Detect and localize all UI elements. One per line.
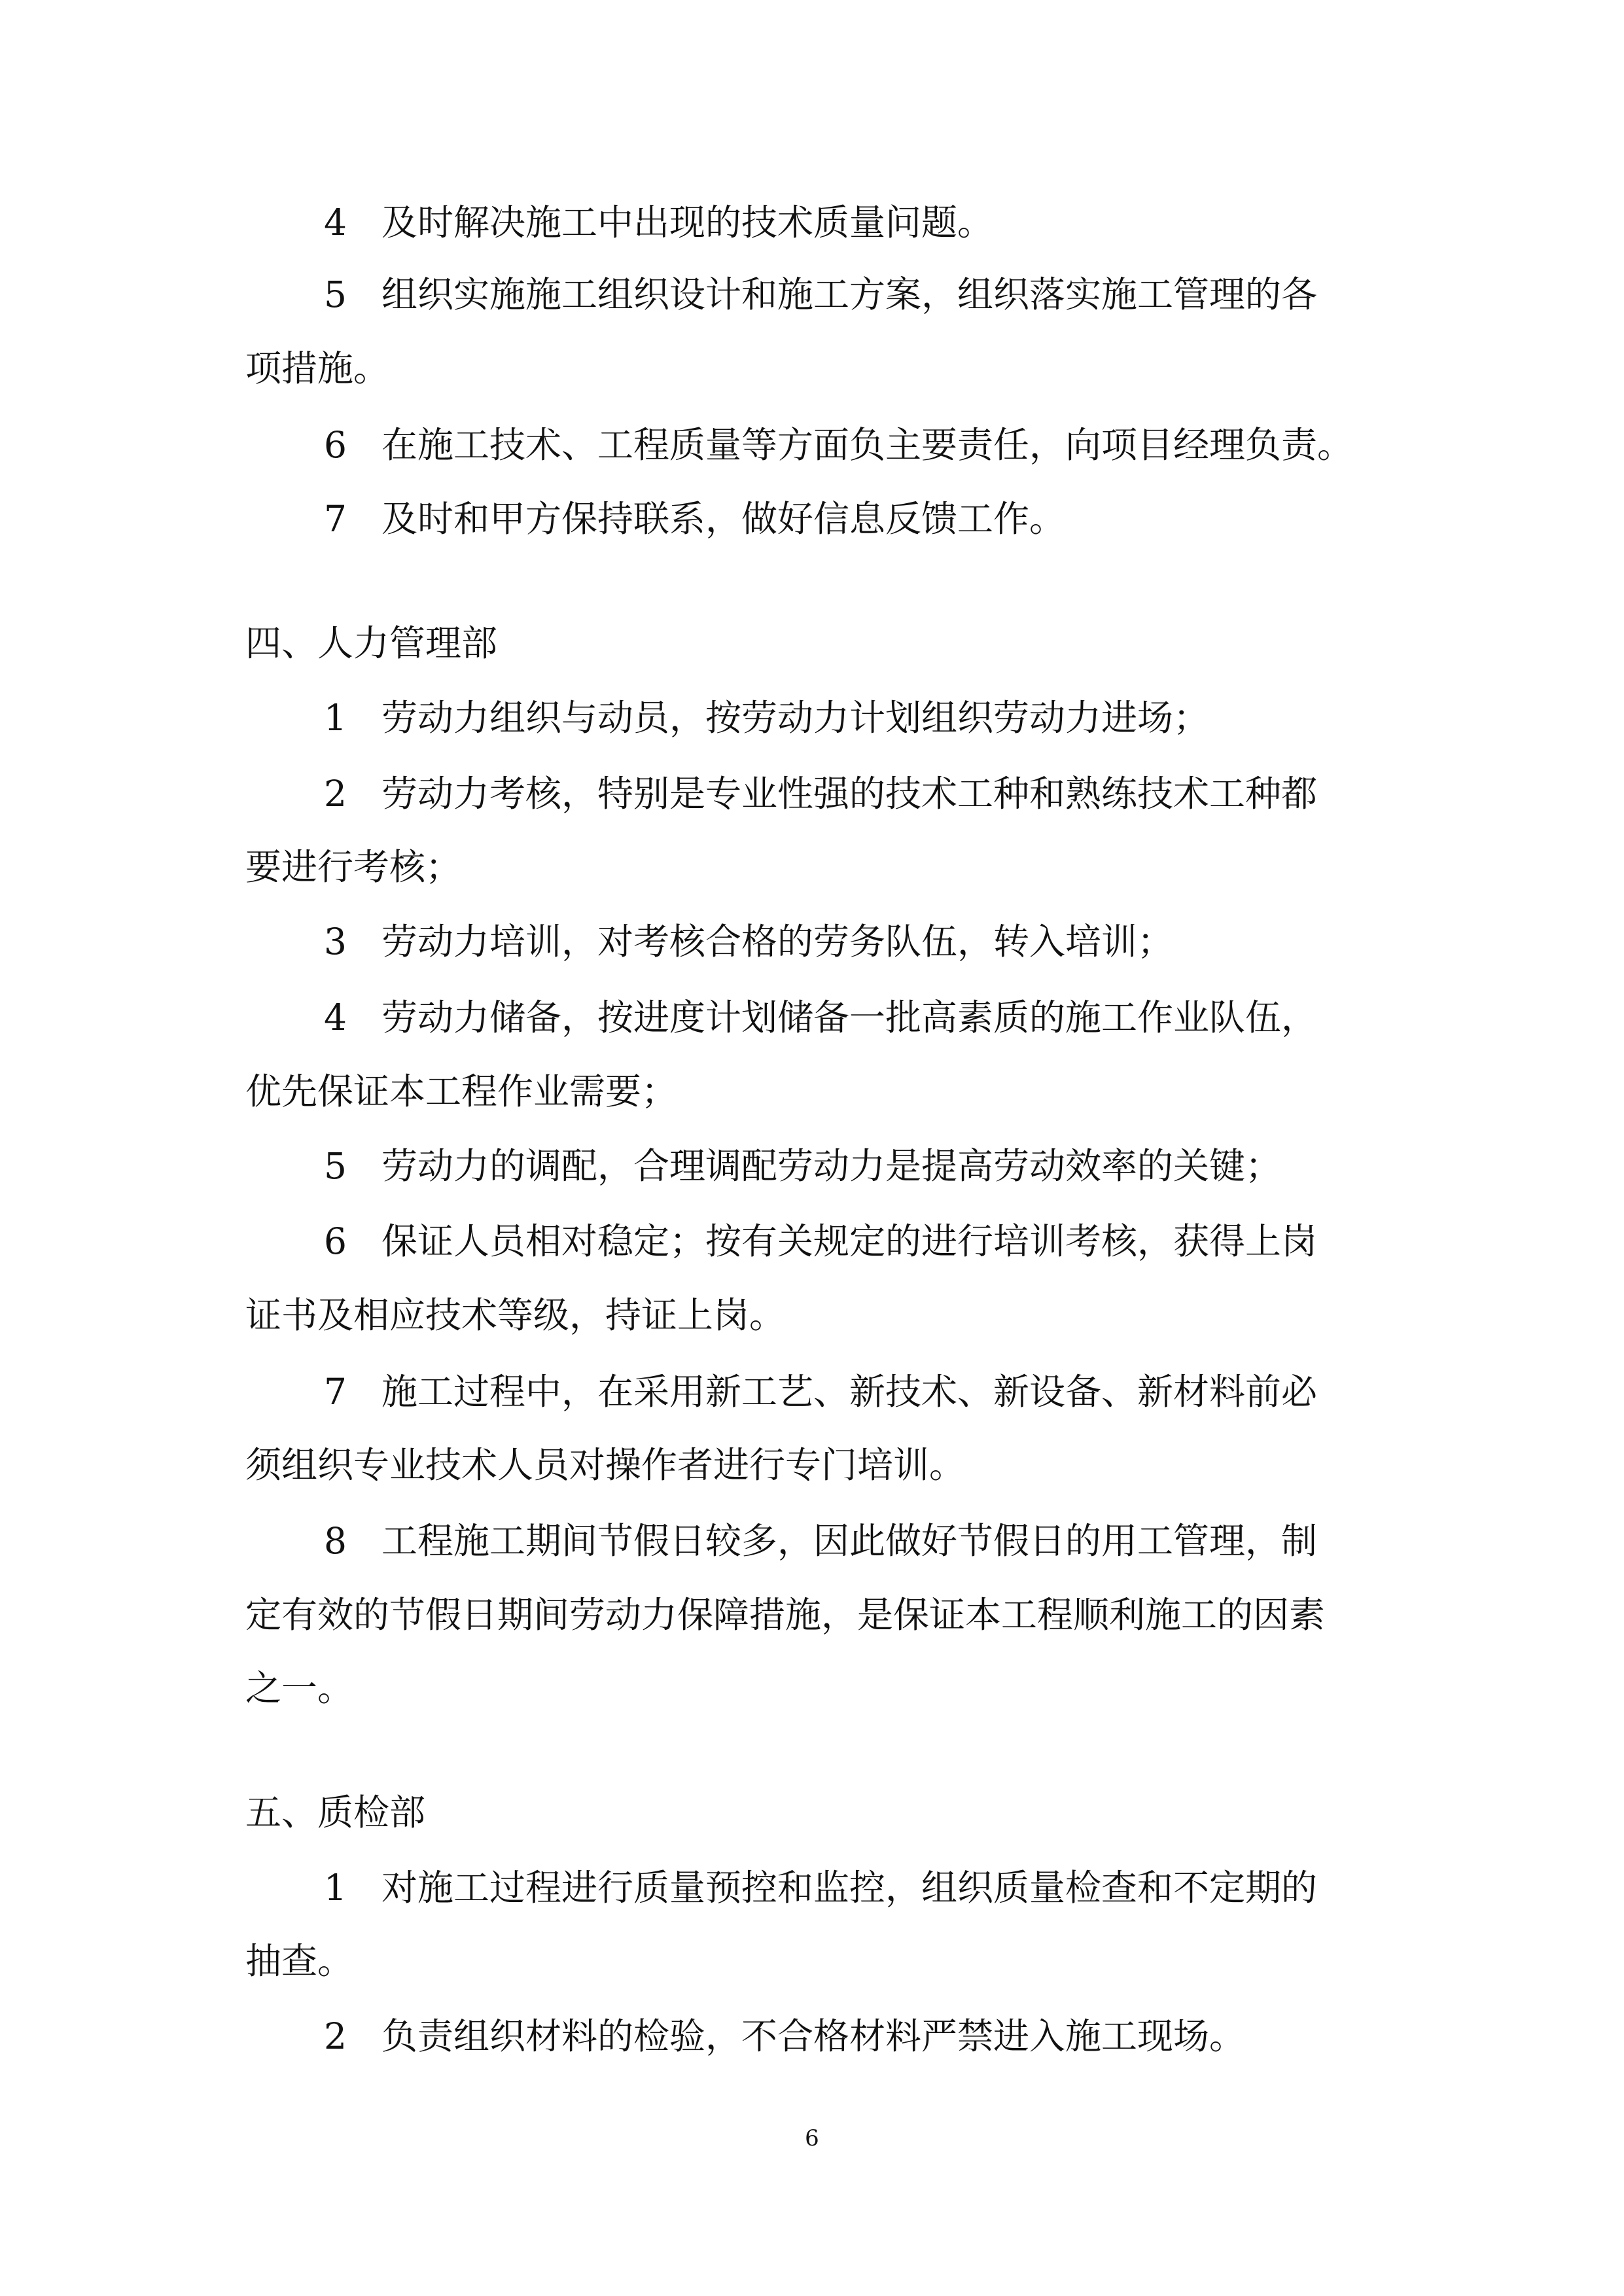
section-heading: 四、人力管理部: [245, 622, 498, 664]
list-item: [0, 919, 1624, 964]
list-item: [0, 1369, 1624, 1415]
list-item: [0, 695, 1624, 741]
item-text: 劳动力组织与动员，按劳动力计划组织劳动力进场；: [381, 697, 1210, 739]
item-number: 1: [324, 1867, 347, 1909]
item-text: 劳动力储备，按进度计划储备一批高素质的施工作业队伍，: [381, 997, 1318, 1038]
item-text: 施工过程中，在采用新工艺、新技术、新设备、新材料前必: [381, 1371, 1318, 1413]
item-number: 5: [324, 274, 347, 315]
item-number: 2: [324, 773, 347, 815]
list-item: [0, 496, 1624, 542]
list-item: [0, 2013, 1624, 2059]
list-item: [0, 1143, 1624, 1189]
page-number: 6: [805, 2125, 819, 2151]
item-number: 4: [324, 202, 347, 243]
item-text: 工程施工期间节假日较多，因此做好节假日的用工管理，制: [381, 1520, 1318, 1562]
item-number: 3: [324, 921, 347, 963]
item-text: 劳动力考核，特别是专业性强的技术工种和熟练技术工种都: [381, 773, 1318, 815]
list-item-continuation: 证书及相应技术等级，持证上岗。: [245, 1294, 786, 1336]
item-number: 8: [324, 1520, 347, 1562]
item-text: 保证人员相对稳定；按有关规定的进行培训考核，获得上岗: [381, 1220, 1318, 1262]
item-text: 及时和甲方保持联系，做好信息反馈工作。: [381, 498, 1066, 540]
list-item-continuation: 抽查。: [245, 1940, 354, 1982]
item-text: 劳动力的调配，合理调配劳动力是提高劳动效率的关键；: [381, 1145, 1282, 1187]
list-item: [0, 1865, 1624, 1911]
item-text: 劳动力培训，对考核合格的劳务队伍，转入培训；: [381, 921, 1174, 963]
item-text: 负责组织材料的检验，不合格材料严禁进入施工现场。: [381, 2015, 1246, 2057]
list-item: [0, 422, 1624, 468]
list-item-continuation: 定有效的节假日期间劳动力保障措施，是保证本工程顺利施工的因素: [245, 1594, 1326, 1636]
list-item-continuation: 项措施。: [245, 347, 390, 389]
list-item-continuation: 要进行考核；: [245, 846, 462, 888]
item-number: 6: [324, 1220, 347, 1262]
item-text: 组织实施施工组织设计和施工方案，组织落实施工管理的各: [381, 274, 1318, 315]
list-item: [0, 995, 1624, 1040]
item-number: 2: [324, 2015, 347, 2057]
item-number: 7: [324, 498, 347, 540]
item-text: 在施工技术、工程质量等方面负主要责任，向项目经理负责。: [381, 424, 1354, 466]
list-item-continuation: 须组织专业技术人员对操作者进行专门培训。: [245, 1444, 966, 1486]
list-item: [0, 200, 1624, 245]
item-text: 及时解决施工中出现的技术质量问题。: [381, 202, 994, 243]
item-number: 6: [324, 424, 347, 466]
list-item: [0, 272, 1624, 317]
list-item-continuation: 之一。: [245, 1667, 354, 1709]
item-number: 5: [324, 1145, 347, 1187]
section-heading: 五、质检部: [245, 1792, 426, 1833]
list-item: [0, 771, 1624, 817]
list-item: [0, 1518, 1624, 1564]
list-item-continuation: 优先保证本工程作业需要；: [245, 1070, 678, 1112]
item-text: 对施工过程进行质量预控和监控，组织质量检查和不定期的: [381, 1867, 1318, 1909]
item-number: 1: [324, 697, 347, 739]
item-number: 7: [324, 1371, 347, 1413]
list-item: [0, 1218, 1624, 1264]
item-number: 4: [324, 997, 347, 1038]
